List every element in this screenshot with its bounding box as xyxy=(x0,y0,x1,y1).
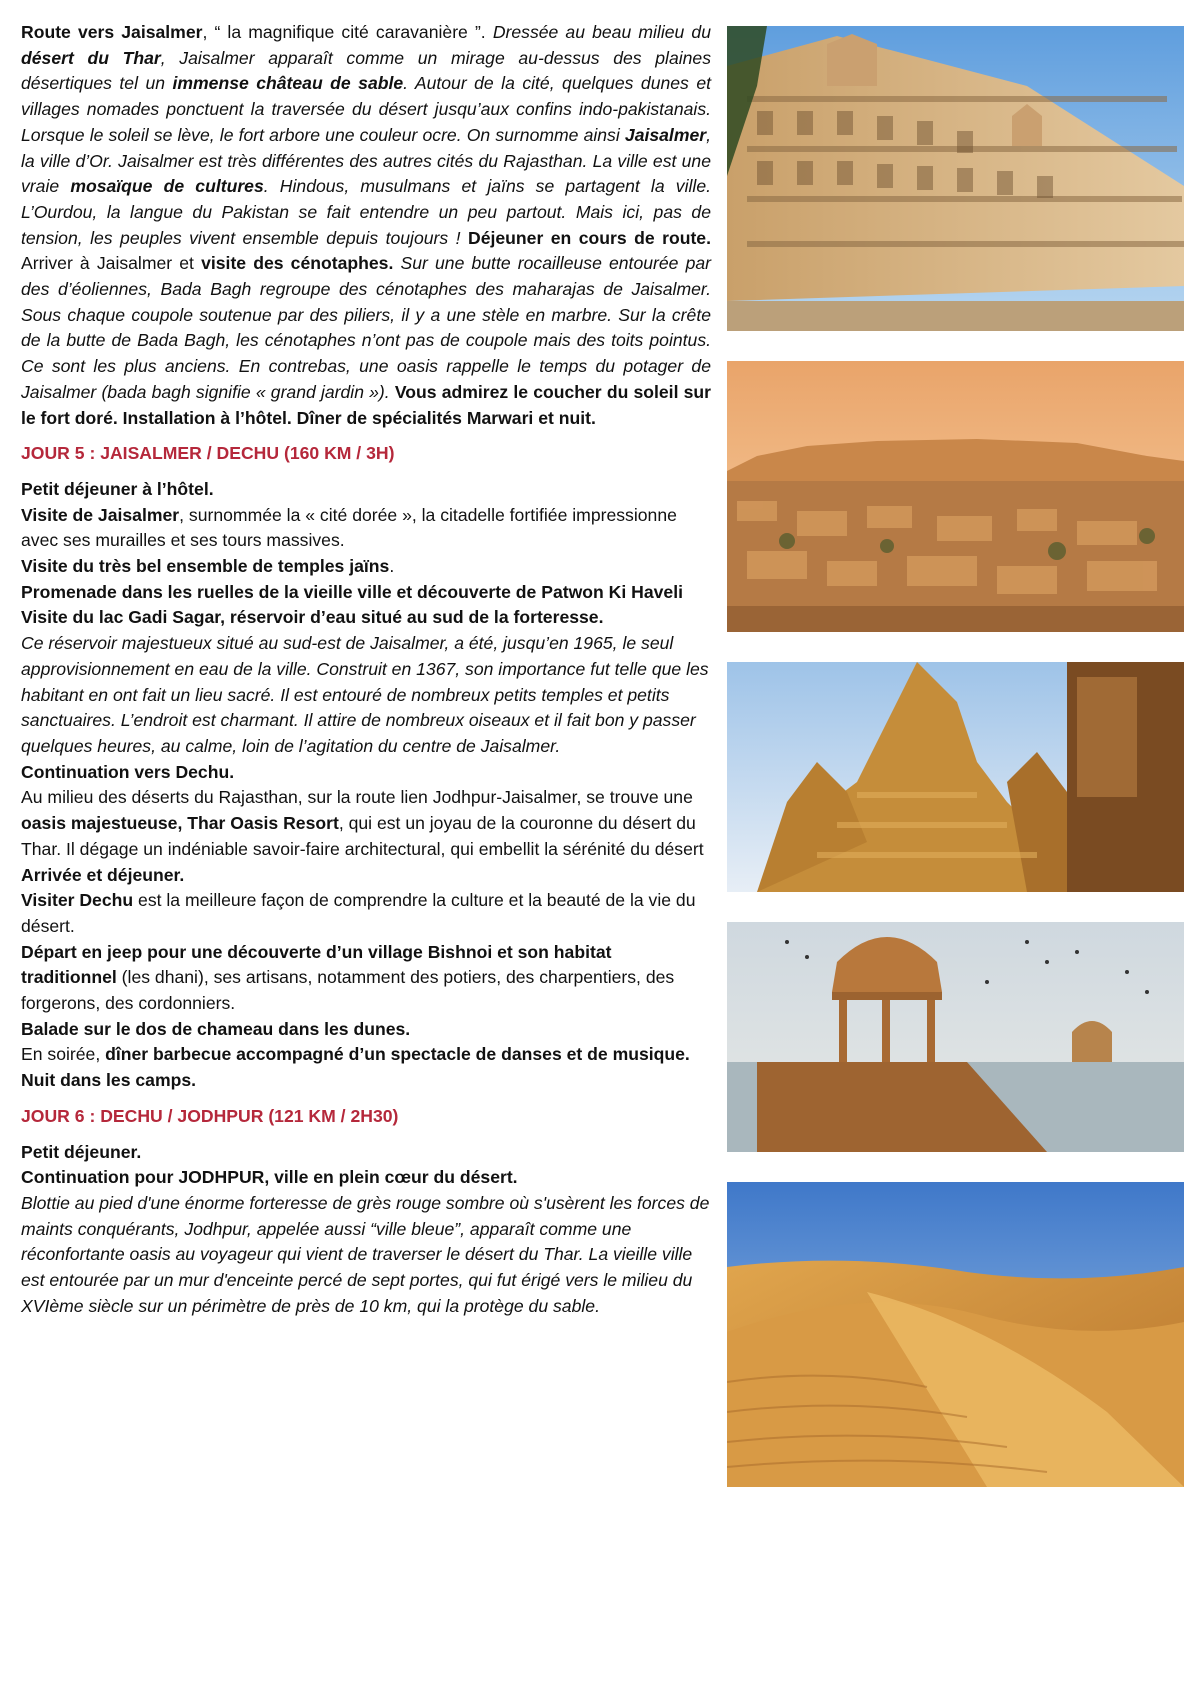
day5-dechu-bold: Visiter Dechu xyxy=(21,890,134,911)
intro-paragraph xyxy=(21,20,711,431)
day5-lake-desc: Ce réservoir majestueux situé au sud-est de Jaisalmer, a été, jusqu’en 1965, le seul approvisionnement en eau de la ville. Construit en 1367, son importance fut telle que les habitant en ont fait un lieu sacré. Il est entouré de nombreux petits temples et petits sanctuaires. L’endroit est charmant. Il attire de nombreux oiseaux et il fait bon y passer quelques heures, au calme, loin de l’agitation du centre de Jaisalmer. xyxy=(21,633,709,756)
day5-jeep-text: (les dhani), ses artisans, notamment des potiers, des charpentiers, des forgerons, des cordonniers. xyxy=(21,967,675,1014)
day5-lake: Visite du lac Gadi Sagar, réservoir d’eau situé au sud de la forteresse. xyxy=(21,607,604,628)
intro-bold-6: visite des cénotaphes. xyxy=(201,253,394,274)
route-title: Route vers Jaisalmer xyxy=(21,22,203,42)
day5-dechu-text: est la meilleure façon de comprendre la culture et la beauté de la vie du désert. xyxy=(21,890,696,936)
gadi-sagar-photo xyxy=(727,922,1184,1152)
day5-visit-text: , surnommée la « cité dorée », la citadelle fortifiée impressionne avec ses murailles et ses tours massives. xyxy=(21,504,677,551)
day5-temples: Visite du très bel ensemble de temples jaïns xyxy=(21,556,390,577)
palace-photo xyxy=(727,26,1184,331)
day5-temples-dot: . xyxy=(389,556,395,577)
day5-oasis-c: , qui est un joyau de la couronne du désert du Thar. Il dégage un indéniable savoir-faire architectural, qui embellit la sérénité du désert xyxy=(21,813,704,859)
day5-visit-bold: Visite de Jaisalmer xyxy=(21,504,180,525)
intro-text-2: , Jaisalmer apparaît comme un mirage au-dessus des plaines désertiques tel un xyxy=(21,47,711,94)
day5-promenade: Promenade dans les ruelles de la vieille ville et découverte de Patwon Ki Haveli xyxy=(21,581,683,602)
day5-evening-a: En soirée, xyxy=(21,1044,106,1065)
intro-bold-3: Jaisalmer xyxy=(624,124,707,145)
day5-jeep-bold: Départ en jeep pour une découverte d’un village Bishnoi et son habitat traditionnel xyxy=(21,941,612,988)
intro-bold-1: désert du Thar xyxy=(21,47,161,68)
day5-arrival: Arrivée et déjeuner. xyxy=(21,864,185,885)
intro-italic-2: Sur une butte rocailleuse entourée par des d’éoliennes, Bada Bagh regroupe des cénotaphes des maharajas de Jaisalmer. Sous chaque coupole soutenue par des piliers, il y a une stèle en marbre. Sur la crête de la butte de Bada Bagh, les cénotaphes n’ont pas de coupole mais des toits pointus. Ce sont les plus anciens. En contrebas, une oasis rappelle le temps du potager de Jaisalmer (bada bagh signifie « grand jardin »). xyxy=(21,253,712,402)
day6-breakfast: Petit déjeuner. xyxy=(21,1141,142,1162)
day6-continuation: Continuation pour JODHPUR, ville en plein cœur du désert. xyxy=(21,1167,518,1188)
day5-section xyxy=(21,477,711,1094)
intro-text-1: Dressée au beau milieu du xyxy=(492,22,711,42)
intro-text-4: , la ville d’Or. Jaisalmer est très différentes des autres cités du Rajasthan. La ville est une vraie xyxy=(21,124,711,197)
day5-oasis-a: Au milieu des déserts du Rajasthan, sur la route lien Jodhpur-Jaisalmer, se trouve une xyxy=(21,787,693,808)
intro-text-6: Arriver à Jaisalmer et xyxy=(21,253,202,274)
itinerary-text xyxy=(21,20,711,1319)
day6-section xyxy=(21,1140,711,1320)
day5-evening-b: dîner barbecue accompagné d’un spectacle de danses et de musique. Nuit dans les camps. xyxy=(21,1044,690,1091)
intro-bold-7: Vous admirez le coucher du soleil sur le fort doré. Installation à l’hôtel. Dîner de spécialités Marwari et nuit. xyxy=(21,381,712,428)
intro-text-3: . Autour de la cité, quelques dunes et villages nomades ponctuent la traversée du désert jusqu’aux confins indo-pakistanais. Lorsque le soleil se lève, le fort arbore une couleur ocre. On surnomme ainsi xyxy=(21,73,711,145)
jain-temple-photo xyxy=(727,662,1184,892)
intro-italic-1 xyxy=(21,22,711,248)
intro-text-5: . Hindous, musulmans et jaïns se partagent la ville. L’Ourdou, la langue du Pakistan se fait entendre un peu partout. Mais ici, pas de tension, les peuples vivent ensemble depuis toujours ! xyxy=(21,176,711,248)
day5-camel: Balade sur le dos de chameau dans les dunes. xyxy=(21,1018,411,1039)
day5-breakfast: Petit déjeuner à l’hôtel. xyxy=(21,478,214,499)
route-subtitle: , “ la magnifique cité caravanière ”. xyxy=(202,22,493,42)
sand-dunes-photo xyxy=(727,1182,1184,1487)
day5-oasis-b: oasis majestueuse, Thar Oasis Resort xyxy=(21,813,339,834)
day6-desc: Blottie au pied d'une énorme forteresse de grès rouge sombre où s'usèrent les forces de maints conquérants, Jodhpur, appelée aussi “ville bleue”, apparaît comme une réconfortante oasis au voyageur qui vient de traverser le désert du Thar. La vieille ville est entourée par un mur d'enceinte percé de sept portes, qui fut érigé vers le milieu du XVIème siècle sur un périmètre de près de 10 km, qui la protège du sable. xyxy=(21,1192,710,1316)
intro-bold-2: immense château de sable xyxy=(172,73,404,94)
intro-bold-4: mosaïque de cultures xyxy=(70,176,264,197)
day5-heading: JOUR 5 : JAISALMER / DECHU (160 KM / 3H) xyxy=(21,443,395,464)
fort-city-photo xyxy=(727,361,1184,632)
day6-heading: JOUR 6 : DECHU / JODHPUR (121 KM / 2H30) xyxy=(21,1105,399,1126)
day5-continuation: Continuation vers Dechu. xyxy=(21,761,235,782)
intro-bold-5: Déjeuner en cours de route. xyxy=(468,227,711,248)
